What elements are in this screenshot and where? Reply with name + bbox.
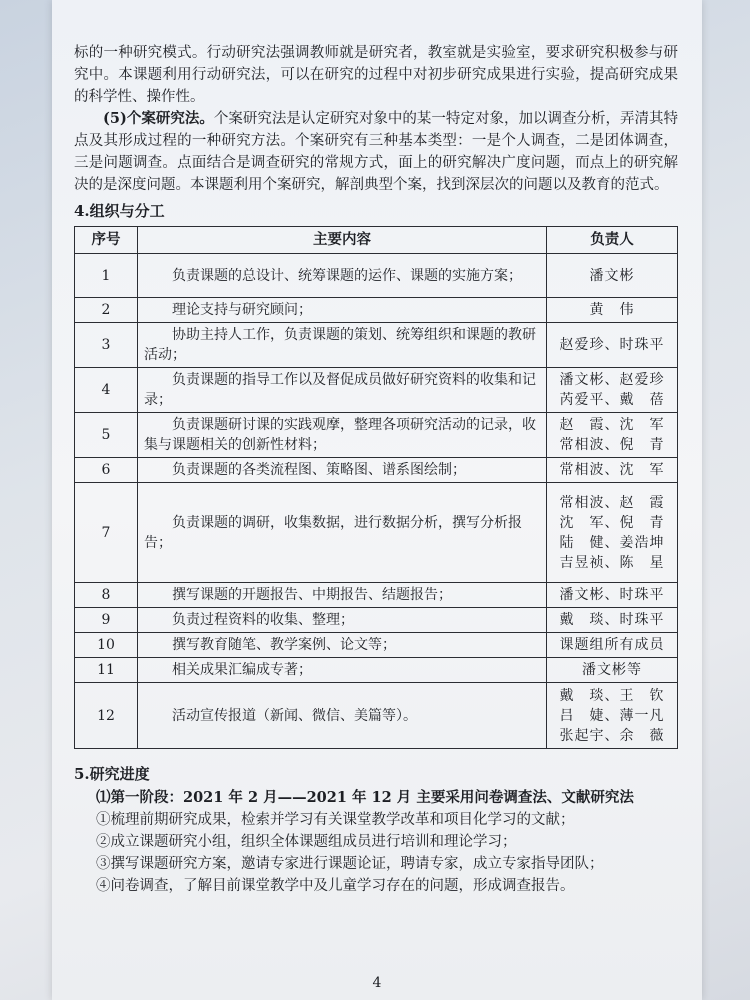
row-content <box>138 323 547 368</box>
row-content <box>138 458 547 483</box>
section-5 <box>74 763 678 897</box>
person-line: 潘文彬 <box>589 267 635 284</box>
person-line: 潘文彬、赵爱珍 <box>559 372 665 388</box>
row-content-text: 负责过程资料的收集、整理； <box>172 612 354 628</box>
stage-1-item: ④问卷调查，了解目前课堂教学中及儿童学习存在的问题，形成调查报告。 <box>96 878 575 894</box>
row-content-text: 负责课题研讨课的实践观摩，整理各项研究活动的记录，收集与课题相关的创新性材料； <box>144 417 536 453</box>
table-row <box>75 413 678 458</box>
document-page <box>52 0 702 1000</box>
row-number: 12 <box>75 683 138 749</box>
header-no: 序号 <box>75 227 138 254</box>
row-number: 9 <box>75 608 138 633</box>
person-line: 戴 琰、王 钦 <box>559 687 665 704</box>
table-row <box>75 483 678 583</box>
row-content <box>138 483 547 583</box>
row-number: 10 <box>75 633 138 658</box>
row-person <box>547 413 678 458</box>
row-content <box>138 254 547 298</box>
person-line: 吉昱祯、陈 星 <box>559 554 665 571</box>
row-person <box>547 583 678 608</box>
row-number: 5 <box>75 413 138 458</box>
person-line: 黄 伟 <box>589 302 635 318</box>
person-line: 潘文彬等 <box>582 662 642 678</box>
row-content-text: 理论支持与研究顾问； <box>172 302 312 318</box>
row-content-text: 相关成果汇编成专著； <box>172 662 312 678</box>
row-number: 4 <box>75 368 138 413</box>
person-line: 芮爱平、戴 蓓 <box>559 392 665 408</box>
person-line: 吕 婕、薄一凡 <box>559 707 665 724</box>
row-person <box>547 658 678 683</box>
person-line: 常相波、赵 霞 <box>559 494 665 511</box>
case-method-paragraph <box>74 108 678 196</box>
row-content <box>138 368 547 413</box>
person-line: 赵 霞、沈 军 <box>559 417 665 433</box>
row-number: 11 <box>75 658 138 683</box>
case-method-text: 个案研究法是认定研究对象中的某一特定对象，加以调查分析，弄清其特点及其形成过程的一种研究方法。个案研究有三种基本类型：一是个人调查，二是团体调查，三是问题调查。点面结合是调查研究的常规方式，面上的研究解决广度问题，而点上的研究解决的是深度问题。本课题利用个案研究，解剖典型个案，找到深层次的问题以及教育的范式。 <box>74 111 679 193</box>
person-line: 常相波、倪 青 <box>559 437 665 453</box>
row-content-text: 负责课题的指导工作以及督促成员做好研究资料的收集和记录； <box>144 372 536 408</box>
row-number: 8 <box>75 583 138 608</box>
person-line: 戴 琰、时珠平 <box>559 612 665 628</box>
row-person <box>547 458 678 483</box>
row-content <box>138 683 547 749</box>
row-person <box>547 633 678 658</box>
table-row <box>75 323 678 368</box>
row-number: 2 <box>75 298 138 323</box>
case-method-title: (5)个案研究法。 <box>103 110 214 127</box>
row-person <box>547 608 678 633</box>
row-content <box>138 633 547 658</box>
page-content <box>74 42 678 897</box>
stage-1-item: ①梳理前期研究成果，检索并学习有关课堂教学改革和项目化学习的文献； <box>96 812 575 828</box>
row-number: 3 <box>75 323 138 368</box>
row-number: 6 <box>75 458 138 483</box>
table-row <box>75 298 678 323</box>
table-row <box>75 633 678 658</box>
person-line: 张起宇、余 薇 <box>559 727 665 744</box>
intro-paragraph: 标的一种研究模式。行动研究法强调教师就是研究者，教室就是实验室，要求研究积极参与研究中。本课题利用行动研究法，可以在研究的过程中对初步研究成果进行实验，提高研究成果的科学性、操作性。 <box>74 45 678 105</box>
row-person <box>547 323 678 368</box>
table-header-row <box>75 227 678 254</box>
stage-1-title: ⑴第一阶段：2021 年 2 月——2021 年 12 月 主要采用问卷调查法、文献研究法 <box>96 789 634 806</box>
row-content-text: 撰写课题的开题报告、中期报告、结题报告； <box>172 587 452 603</box>
row-content-text: 负责课题的调研，收集数据，进行数据分析，撰写分析报告； <box>144 514 522 551</box>
row-content-text: 活动宣传报道（新闻、微信、美篇等）。 <box>172 707 417 724</box>
row-person <box>547 254 678 298</box>
row-content <box>138 583 547 608</box>
row-content-text: 撰写教育随笔、教学案例、论文等； <box>172 637 396 653</box>
table-row <box>75 254 678 298</box>
row-content-text: 负责课题的各类流程图、策略图、谱系图绘制； <box>172 462 466 478</box>
person-line: 沈 军、倪 青 <box>559 514 665 531</box>
header-person: 负责人 <box>547 227 678 254</box>
table-row <box>75 608 678 633</box>
row-number: 7 <box>75 483 138 583</box>
table-row <box>75 658 678 683</box>
person-line: 陆 健、姜浩坤 <box>559 534 665 551</box>
row-person <box>547 683 678 749</box>
row-content-text: 协助主持人工作，负责课题的策划、统筹组织和课题的教研活动； <box>144 327 536 363</box>
row-content-text: 负责课题的总设计、统筹课题的运作、课题的实施方案； <box>172 267 522 284</box>
row-content <box>138 298 547 323</box>
row-person <box>547 368 678 413</box>
page-number: 4 <box>372 975 382 991</box>
person-line: 赵爱珍、时珠平 <box>559 337 665 353</box>
table-row <box>75 683 678 749</box>
row-content <box>138 413 547 458</box>
person-line: 潘文彬、时珠平 <box>559 587 665 603</box>
table-body <box>75 254 678 749</box>
table-row <box>75 368 678 413</box>
row-content <box>138 658 547 683</box>
stage-1-item: ③撰写课题研究方案，邀请专家进行课题论证，聘请专家，成立专家指导团队； <box>96 856 604 872</box>
table-row <box>75 583 678 608</box>
row-person <box>547 298 678 323</box>
section-4-title: 4.组织与分工 <box>74 202 165 220</box>
header-content: 主要内容 <box>138 227 547 254</box>
table-row <box>75 458 678 483</box>
row-number: 1 <box>75 254 138 298</box>
row-person <box>547 483 678 583</box>
person-line: 课题组所有成员 <box>559 637 665 653</box>
stage-1-item: ②成立课题研究小组，组织全体课题组成员进行培训和理论学习； <box>96 834 517 850</box>
division-table <box>74 226 678 749</box>
person-line: 常相波、沈 军 <box>559 462 665 478</box>
row-content <box>138 608 547 633</box>
section-5-title: 5.研究进度 <box>74 765 150 783</box>
